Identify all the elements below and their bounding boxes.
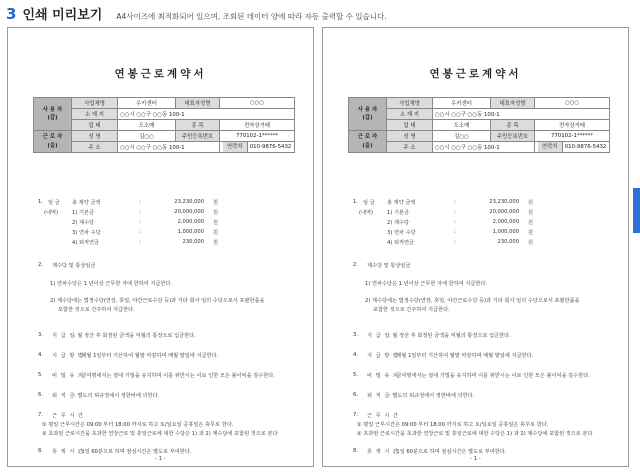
employer-address-label: 소 재 지 [387, 109, 433, 120]
employee-name-label: 성 명 [387, 131, 433, 142]
page-number: - 1 - [155, 456, 166, 462]
table-row [34, 120, 295, 131]
wage-section-label: 임 금 [363, 200, 375, 206]
wage-sub-label: (내역) [359, 210, 374, 216]
business-type-label: 업 태 [72, 120, 118, 131]
employer-address-value: ○○시 ○○구 ○○동 100-1 [433, 109, 610, 120]
wage-item: 총 계약 금액 [72, 200, 101, 206]
employee-name-value: 김○○ [118, 131, 176, 142]
section-2-line-1: 1) 연차수당은 1 년이상 근무한 자에 한하여 지급한다. [50, 281, 173, 287]
ceo-label: 대표자성명 [176, 98, 220, 109]
table-row [349, 109, 610, 120]
employee-name-label: 성 명 [72, 131, 118, 142]
wage-value: 2,000,000 [177, 219, 204, 225]
wage-value: 1,000,000 [492, 229, 519, 235]
wage-unit: 원 [213, 230, 219, 236]
section-title: 인쇄 미리보기 [22, 8, 103, 23]
party-info-table [348, 97, 610, 153]
employee-name-value: 김○○ [433, 131, 491, 142]
preview-page-1: 연봉근로계약서 사 용 자 (갑) 사업체명 우키센터 대표자성명 ○○○ 소 재 지 ○○시 ○○구 ○○동 100-1 업 태 도소매 종 목 전자상거래 근 로 자 (을) 성 명 김○○ 주민등록번호 770102-1****** 주 소 ○○시 ○○구 ○○동 100-1 연락처 010-9876-5432 1. 임 금 총 계약 금액 : 23,230,000 원 (내역) 1) 기본금 : 20,000,000 원 2) 제수당 : 2,000,000 원 3) 연차 수당 : 1,000,000 원 4) 퇴직연금 : 230,000 원 2. 제수당 및 통상임금 1) 연차수당은 1 년이상 근무한 자에 한하여 지급한다. 2) 제수당에는 법정수당(연장, 휴일, 야간근로수당 등)과 기타 회사 임의 수당으로서 포괄한품을 포함한 것으로 간주하여 지급한다. 3. 지 급 일 : 월 정산 후 회정된 금액을 익월의 통장으로 입금한다. 4. 지 급 방 법 : 매월 1일부터 기산하여 월말 마감하며 매월 말일에 지급한다. 5. 비 밀 유 지 : 금여명세서는 절대 기밀을 유지하며 이를 위반시는 이로 인한 모든 불이익을 감수한다. 6. 퇴 직 금 : 별도의 퇴규정에서 정한바에 의한다. 7. 근 무 시 간 ① 평일 근무시간은 09:00 부터 18:00 까지로 하고 토/일요일 공휴일은 휴무로 한다. ② 초과된 근로시간을 초과한 연장근로 및 휴일근로에 대한 수당은 1) 과 2) 제수당에 포함된 것으로 본다 8. 휴 게 시 간 : 1일 60분으로 하며 점심시간은 별도로 부여한다. - 1 - [7, 27, 314, 467]
employee-phone-label: 연락처 [223, 142, 248, 152]
section-number: 3 [6, 5, 17, 23]
business-item-value: 전자상거래 [220, 120, 295, 131]
business-name-label: 사업체명 [72, 98, 118, 109]
contract-title: 연봉근로계약서 [429, 68, 522, 80]
business-item-value: 전자상거래 [535, 120, 610, 131]
table-row [349, 98, 610, 109]
employee-address-value: ○○시 ○○구 ○○동 100-1 [118, 142, 220, 153]
employee-phone-cell [535, 142, 610, 153]
working-hours-line-1: ① 평일 근무시간은 09:00 부터 18:00 까지로 하고 토/일요일 공휴일은 휴무로 한다. [357, 422, 549, 428]
business-item-label: 종 목 [176, 120, 220, 131]
employee-id-value: 770102-1****** [220, 131, 295, 142]
employee-address-label: 주 소 [72, 142, 118, 153]
employee-id-value: 770102-1****** [535, 131, 610, 142]
wage-sub-label: (내역) [44, 210, 59, 216]
ceo-value: ○○○ [535, 98, 610, 109]
wage-value: 230,000 [497, 239, 519, 245]
wage-section-label: 임 금 [48, 200, 60, 206]
wage-unit: 원 [528, 200, 534, 206]
wage-section-num: 1. [353, 199, 358, 205]
business-type-label: 업 태 [387, 120, 433, 131]
wage-value: 2,000,000 [492, 219, 519, 225]
table-row [349, 120, 610, 131]
preview-page-2: 연봉근로계약서 사 용 자 (갑) 사업체명 우키센터 대표자성명 ○○○ 소 재 지 ○○시 ○○구 ○○동 100-1 업 태 도소매 종 목 전자상거래 근 로 자 (을) 성 명 김○○ 주민등록번호 770102-1****** 주 소 ○○시 ○○구 ○○동 100-1 연락처 010-9876-5432 1. 임 금 총 계약 금액 : 23,230,000 원 (내역) 1) 기본금 : 20,000,000 원 2) 제수당 : 2,000,000 원 3) 연차 수당 : 1,000,000 원 4) 퇴직연금 : 230,000 원 2. 제수당 및 통상임금 1) 연차수당은 1 년이상 근무한 자에 한하여 지급한다. 2) 제수당에는 법정수당(연장, 휴일, 야간근로수당 등)과 기타 회사 임의 수당으로서 포괄한품을 포함한 것으로 간주하여 지급한다. 3. 지 급 일 : 월 정산 후 회정된 금액을 익월의 통장으로 입금한다. 4. 지 급 방 법 : 매월 1일부터 기산하여 월말 마감하며 매월 말일에 지급한다. 5. 비 밀 유 지 : 금여명세서는 절대 기밀을 유지하며 이를 위반시는 이로 인한 모든 불이익을 감수한다. 6. 퇴 직 금 : 별도의 퇴규정에서 정한바에 의한다. 7. 근 무 시 간 ① 평일 근무시간은 09:00 부터 18:00 까지로 하고 토/일요일 공휴일은 휴무로 한다. ② 초과된 근로시간을 초과한 연장근로 및 휴일근로에 대한 수당은 1) 과 2) 제수당에 포함된 것으로 본다 8. 휴 게 시 간 : 1일 60분으로 하며 점심시간은 별도로 부여한다. - 1 - [322, 27, 629, 467]
wage-item: 3) 연차 수당 [72, 230, 101, 236]
wage-value: 23,230,000 [489, 199, 519, 205]
wage-item: 3) 연차 수당 [387, 230, 416, 236]
contract-title: 연봉근로계약서 [114, 68, 207, 80]
scroll-accent-bar [633, 188, 640, 233]
employee-phone-cell [220, 142, 295, 153]
wage-value: 20,000,000 [174, 209, 204, 215]
business-name-label: 사업체명 [387, 98, 433, 109]
ceo-label: 대표자성명 [491, 98, 535, 109]
wage-item: 2) 제수당 [387, 220, 410, 226]
table-row [349, 142, 610, 153]
wage-item: 4) 퇴직연금 [387, 240, 415, 246]
employee-address-label: 주 소 [387, 142, 433, 153]
party-info-table [33, 97, 295, 153]
wage-unit: 원 [213, 240, 219, 246]
section-description: A4사이즈에 최적화되어 있으며, 조회된 데이터 양에 따라 자동 출력할 수 있습니다. [116, 12, 387, 21]
wage-unit: 원 [528, 240, 534, 246]
wage-unit: 원 [528, 220, 534, 226]
business-name-value: 우키센터 [118, 98, 176, 109]
wage-unit: 원 [213, 220, 219, 226]
employer-role-cell: 사 용 자 (갑) [349, 98, 387, 131]
employer-address-value: ○○시 ○○구 ○○동 100-1 [118, 109, 295, 120]
employee-id-label: 주민등록번호 [491, 131, 535, 142]
employee-phone-value: 010-9876-5432 [564, 144, 607, 150]
employee-id-label: 주민등록번호 [176, 131, 220, 142]
table-row [34, 109, 295, 120]
working-hours-line-2: ② 초과된 근로시간을 초과한 연장근로 및 휴일근로에 대한 수당은 1) 과 2) 제수당에 포함된 것으로 본다 [357, 431, 593, 437]
wage-item: 1) 기본금 [72, 210, 95, 216]
business-type-value: 도소매 [118, 120, 176, 131]
wage-item: 1) 기본금 [387, 210, 410, 216]
ceo-value: ○○○ [220, 98, 295, 109]
wage-unit: 원 [528, 210, 534, 216]
table-row [349, 131, 610, 142]
business-item-label: 종 목 [491, 120, 535, 131]
wage-unit: 원 [213, 210, 219, 216]
business-name-value: 우키센터 [433, 98, 491, 109]
employee-phone-value: 010-9876-5432 [249, 144, 292, 150]
wage-section-num: 1. [38, 199, 43, 205]
employee-address-value: ○○시 ○○구 ○○동 100-1 [433, 142, 535, 153]
employee-role-cell: 근 로 자 (을) [34, 131, 72, 153]
wage-value: 1,000,000 [177, 229, 204, 235]
employee-role-cell: 근 로 자 (을) [349, 131, 387, 153]
page-number: - 1 - [470, 456, 481, 462]
wage-unit: 원 [528, 230, 534, 236]
working-hours-line-2: ② 초과된 근로시간을 초과한 연장근로 및 휴일근로에 대한 수당은 1) 과 2) 제수당에 포함된 것으로 본다 [42, 431, 278, 437]
table-row [34, 131, 295, 142]
business-type-value: 도소매 [433, 120, 491, 131]
employer-address-label: 소 재 지 [72, 109, 118, 120]
section-2-line-2: 2) 제수당에는 법정수당(연장, 휴일, 야간근로수당 등)과 기타 회사 임의 수당으로서 포괄한품을 [365, 298, 580, 304]
table-row [34, 142, 295, 153]
wage-item: 4) 퇴직연금 [72, 240, 100, 246]
wage-item: 2) 제수당 [72, 220, 95, 226]
wage-value: 230,000 [182, 239, 204, 245]
section-header [6, 4, 387, 24]
section-2-line-1: 1) 연차수당은 1 년이상 근무한 자에 한하여 지급한다. [365, 281, 488, 287]
wage-value: 23,230,000 [174, 199, 204, 205]
wage-value: 20,000,000 [489, 209, 519, 215]
table-row [34, 98, 295, 109]
wage-unit: 원 [213, 200, 219, 206]
section-2-line-3: 포함한 것으로 간주하여 지급한다. [58, 307, 135, 313]
wage-item: 총 계약 금액 [387, 200, 416, 206]
employee-phone-label: 연락처 [538, 142, 563, 152]
section-2-line-3: 포함한 것으로 간주하여 지급한다. [373, 307, 450, 313]
employer-role-cell: 사 용 자 (갑) [34, 98, 72, 131]
section-2-line-2: 2) 제수당에는 법정수당(연장, 휴일, 야간근로수당 등)과 기타 회사 임의 수당으로서 포괄한품을 [50, 298, 265, 304]
working-hours-line-1: ① 평일 근무시간은 09:00 부터 18:00 까지로 하고 토/일요일 공휴일은 휴무로 한다. [42, 422, 234, 428]
